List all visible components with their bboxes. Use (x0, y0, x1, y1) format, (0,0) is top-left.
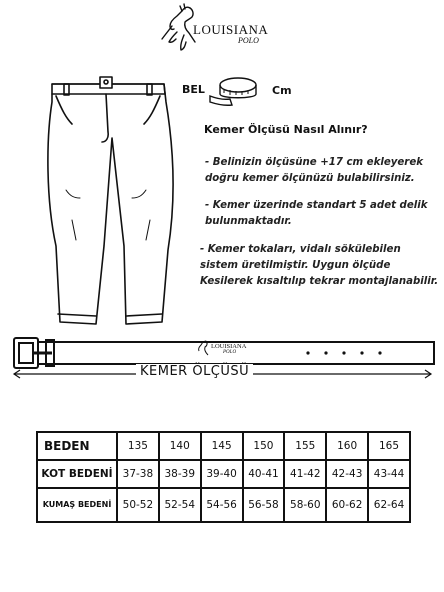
strap-brand: LOUISIANA (211, 343, 247, 350)
table-cell: 52-54 (159, 488, 201, 522)
tip-buckle-screw (200, 242, 438, 290)
strap-horse-icon (196, 339, 212, 357)
row-header: BEDEN (37, 432, 117, 460)
brand-subtitle: POLO (238, 36, 259, 45)
table-cell: 37-38 (117, 460, 159, 488)
tip-line: - Kemer tokaları, vidalı sökülebilen (200, 244, 401, 255)
table-cell: 54-56 (201, 488, 243, 522)
belt-size-label: KEMER ÖLÇÜSÜ (136, 364, 253, 379)
tip-line: - Belinizin ölçüsüne +17 cm ekleyerek (205, 157, 424, 168)
tape-measure-icon (208, 74, 266, 108)
table-cell: 43-44 (368, 460, 410, 488)
tip-five-holes (205, 198, 427, 230)
trousers-illustration (36, 70, 186, 330)
table-cell: 160 (326, 432, 368, 460)
table-cell: 150 (243, 432, 285, 460)
unit-label: Cm (272, 84, 292, 97)
tip-line: doğru kemer ölçünüzü bulabilirsiniz. (205, 173, 415, 184)
row-header: KOT BEDENİ (37, 460, 117, 488)
table-row (37, 488, 410, 522)
row-header: KUMAŞ BEDENİ (37, 488, 117, 522)
tip-add-17cm (205, 155, 423, 187)
table-cell: 62-64 (368, 488, 410, 522)
table-cell: 140 (159, 432, 201, 460)
table-cell: 155 (284, 432, 326, 460)
table-cell: 135 (117, 432, 159, 460)
table-cell: 50-52 (117, 488, 159, 522)
table-row (37, 432, 410, 460)
table-cell: 40-41 (243, 460, 285, 488)
tip-line: sistem üretilmiştir. Uygun ölçüde (200, 260, 391, 271)
brand-name: LOUISIANA (193, 22, 269, 37)
table-cell: 38-39 (159, 460, 201, 488)
size-table (36, 431, 411, 523)
table-cell: 56-58 (243, 488, 285, 522)
waist-label: BEL (182, 83, 205, 96)
guide-title: Kemer Ölçüsü Nasıl Alınır? (204, 123, 368, 136)
strap-brand-sub: POLO (223, 350, 237, 355)
table-cell: 41-42 (284, 460, 326, 488)
table-cell: 42-43 (326, 460, 368, 488)
tip-line: bulunmaktadır. (205, 216, 292, 227)
table-cell: 165 (368, 432, 410, 460)
table-cell: 39-40 (201, 460, 243, 488)
tip-line: - Kemer üzerinde standart 5 adet delik (205, 200, 428, 211)
table-row (37, 460, 410, 488)
table-cell: 60-62 (326, 488, 368, 522)
table-cell: 145 (201, 432, 243, 460)
table-cell: 58-60 (284, 488, 326, 522)
tip-line: Kesilerek kısaltılıp tekrar montajlanabilir. (200, 276, 439, 287)
